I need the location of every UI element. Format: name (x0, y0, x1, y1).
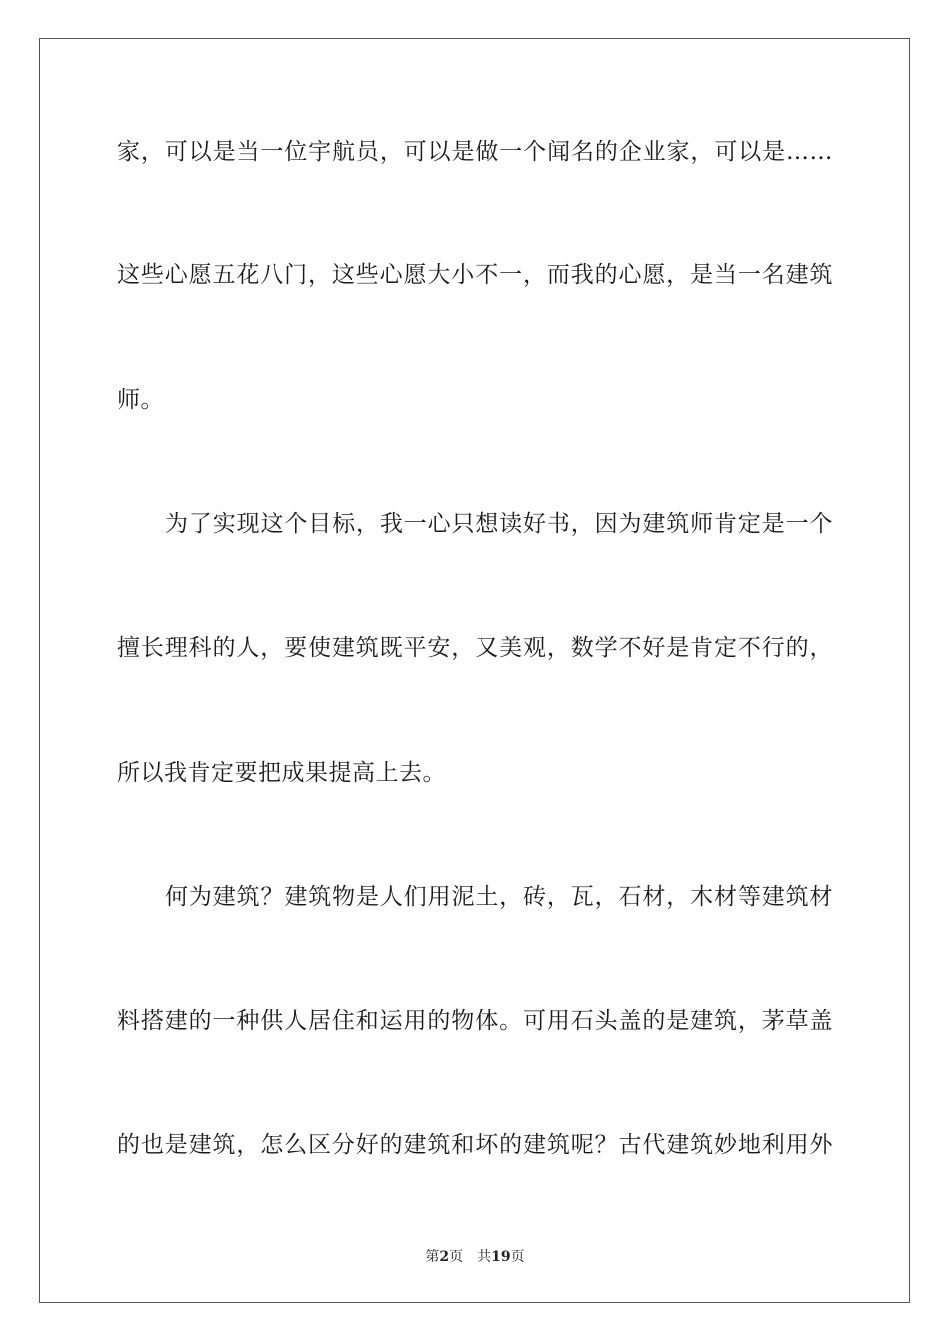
page-number: 2 (439, 1249, 450, 1265)
text-line-1: 家，可以是当一位宇航员，可以是做一个闻名的企业家，可以是…… (117, 139, 833, 165)
paragraph-3-line-3: 的也是建筑，怎么区分好的建筑和坏的建筑呢？古代建筑妙地利用外 (117, 1132, 833, 1158)
text-line-3: 师。 (117, 387, 164, 413)
total-suffix: 页 (510, 1249, 525, 1265)
page-suffix: 页 (449, 1249, 464, 1265)
total-pages: 19 (491, 1249, 511, 1265)
paragraph-2-line-1: 为了实现这个目标，我一心只想读好书，因为建筑师肯定是一个 (165, 511, 833, 537)
text-line-2: 这些心愿五花八门，这些心愿大小不一，而我的心愿，是当一名建筑 (117, 262, 833, 288)
page-prefix: 第 (425, 1249, 440, 1265)
paragraph-2-line-3: 所以我肯定要把成果提高上去。 (117, 760, 446, 786)
paragraph-2-line-2: 擅长理科的人，要使建筑既平安，又美观，数学不好是肯定不行的， (117, 635, 833, 661)
paragraph-3-line-2: 料搭建的一种供人居住和运用的物体。可用石头盖的是建筑，茅草盖 (117, 1008, 833, 1034)
page-footer (0, 1248, 950, 1266)
page-frame (39, 38, 910, 1303)
total-prefix: 共 (477, 1249, 492, 1265)
paragraph-3-line-1: 何为建筑？建筑物是人们用泥土，砖，瓦，石材，木材等建筑材 (165, 884, 833, 910)
